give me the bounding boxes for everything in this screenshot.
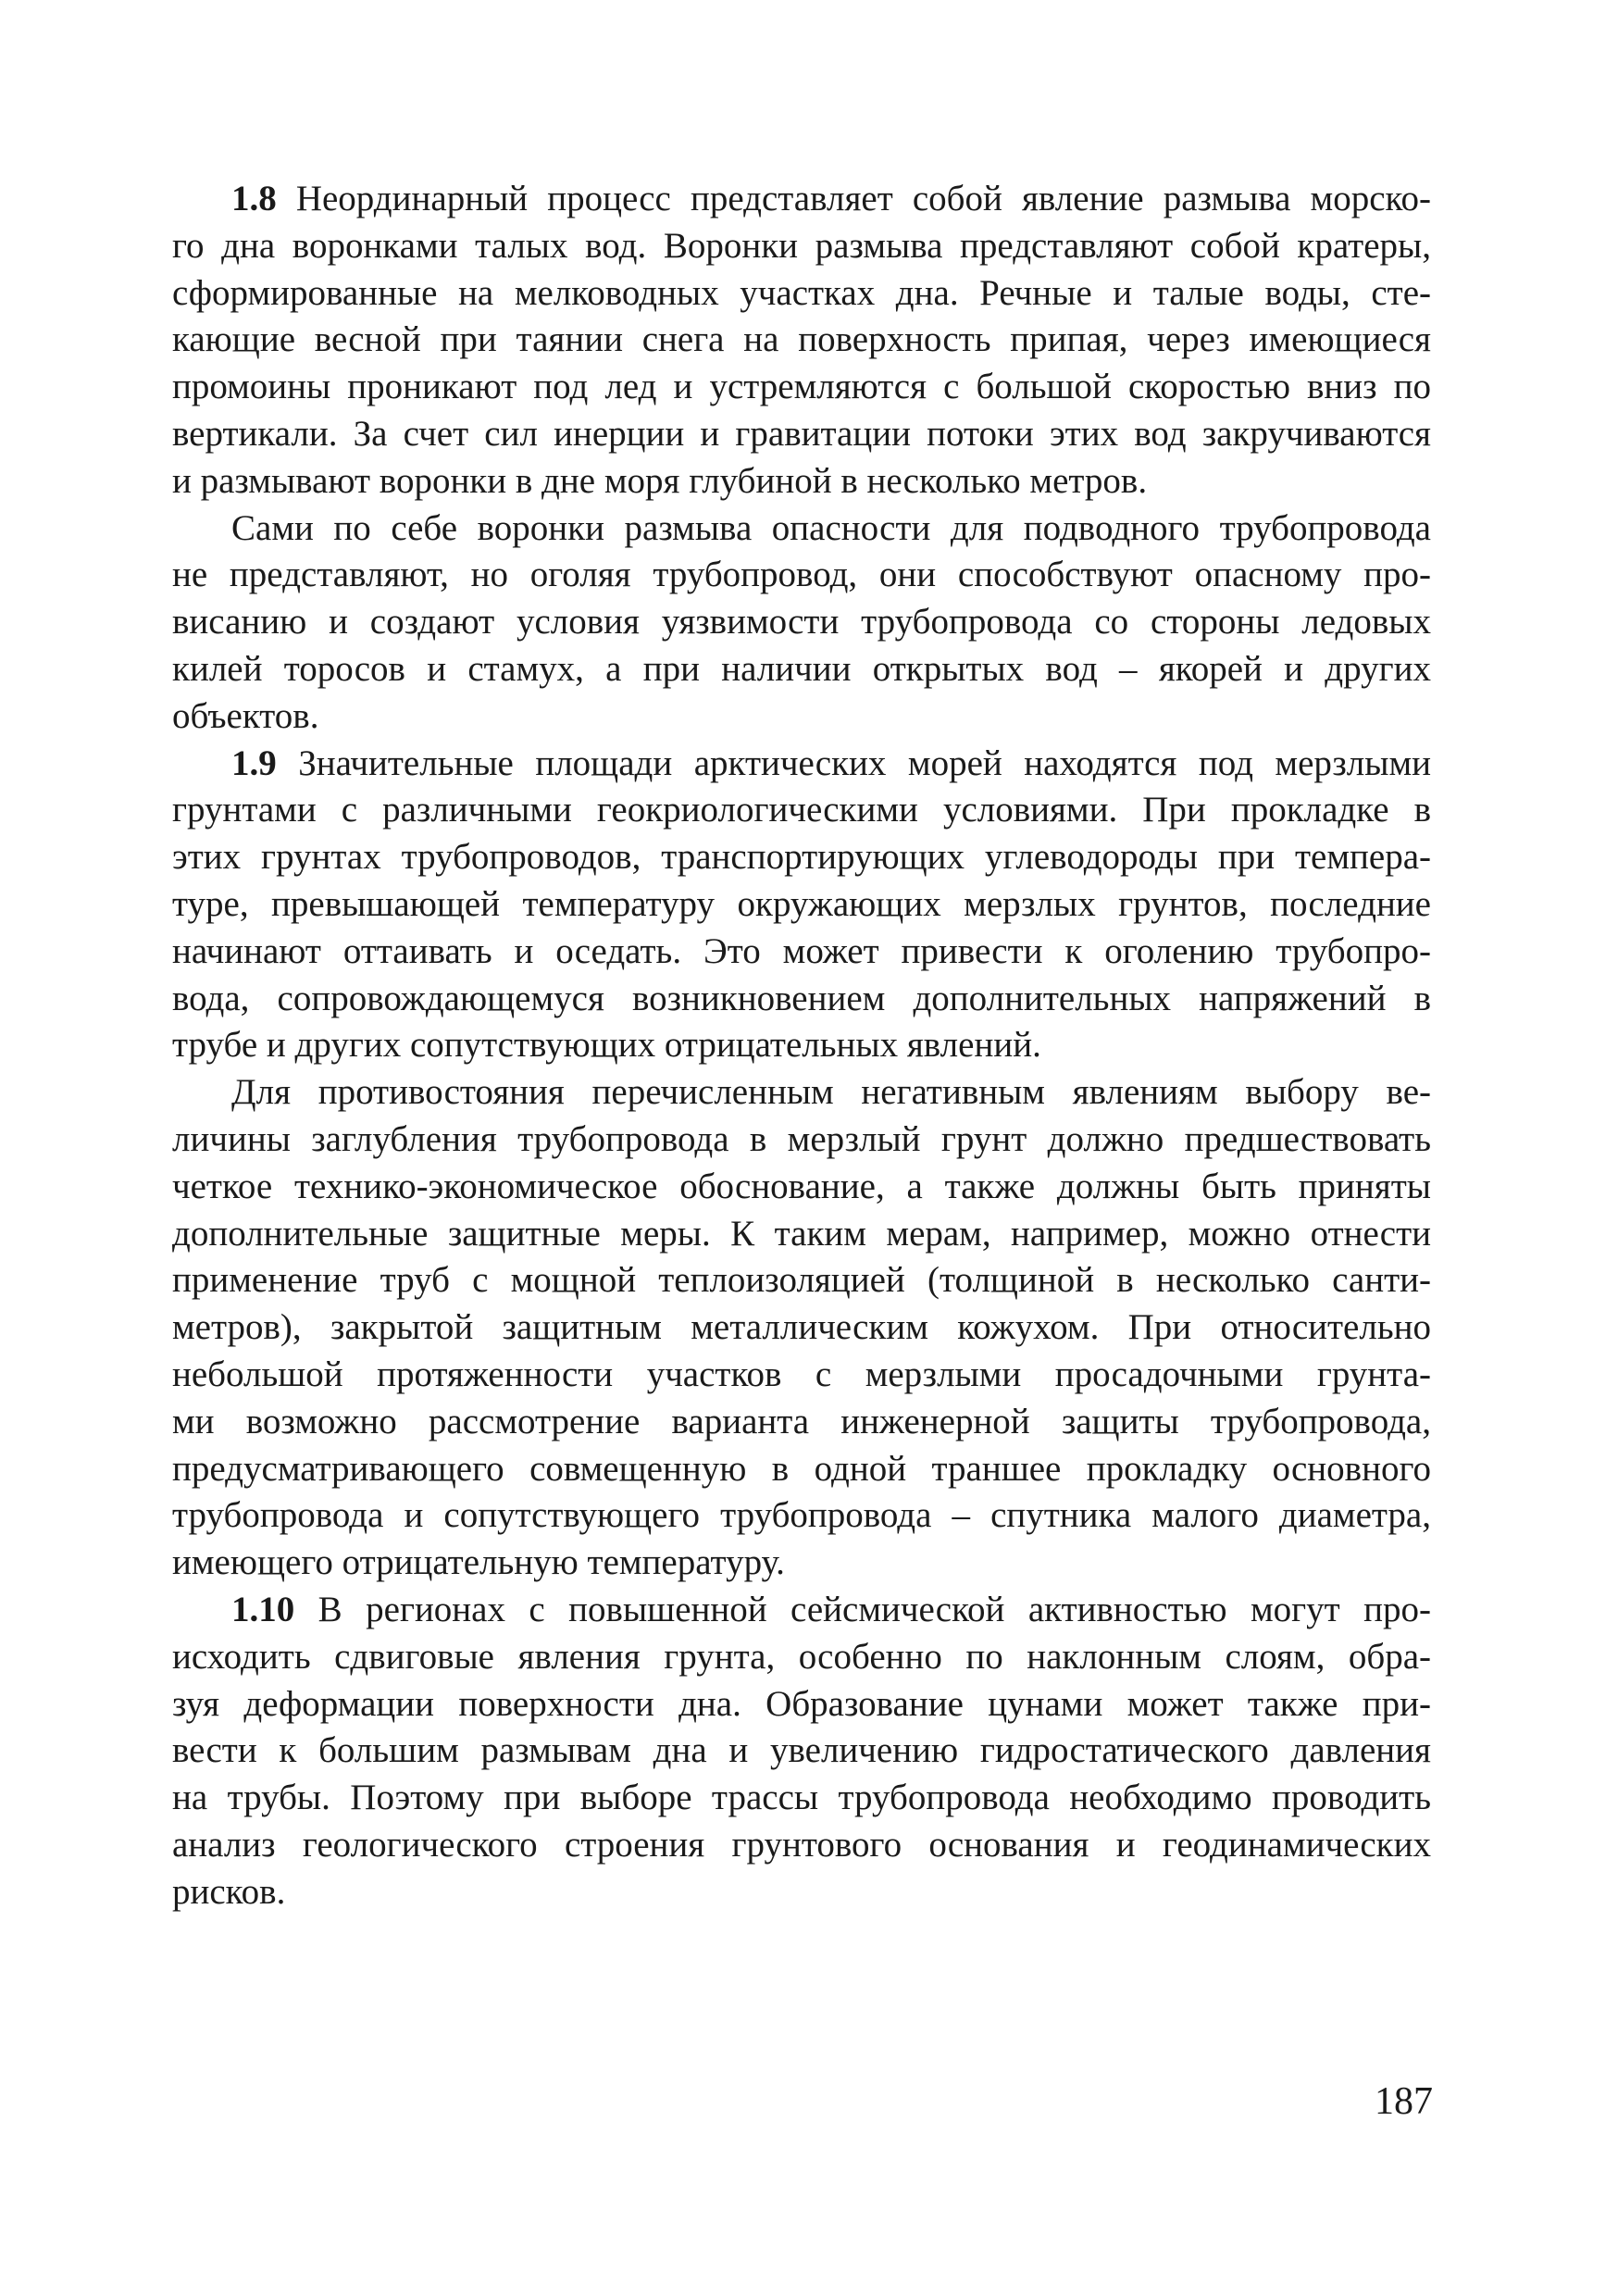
text-line: и размывают воронки в дне моря глубиной в несколько метров. (172, 460, 1148, 501)
text-line: вода, сопровождающемуся возникновением дополнительных напряжений в (172, 978, 1431, 1018)
text-line: висанию и создают условия уязвимости трубопровода со стороны ледовых (172, 602, 1431, 643)
text-line: применение труб с мощной теплоизоляцией (толщиной в несколько санти- (172, 1260, 1431, 1301)
text-line: зуя деформации поверхности дна. Образование цунами может также при- (172, 1683, 1431, 1724)
text-line: рисков. (172, 1871, 286, 1912)
text-line: Для противостояния перечисленным негативным явлениям выбору ве- (231, 1072, 1431, 1113)
text-line: Сами по себе воронки размыва опасности для подводного трубопровода (231, 507, 1431, 548)
text-line: туре, превышающей температуру окружающих мерзлых грунтов, последние (172, 883, 1431, 924)
paragraph-1-8 (172, 176, 1431, 505)
section-number: 1.9 (231, 742, 277, 783)
text-line: го дна воронками талых вод. Воронки размыва представляют собой кратеры, (172, 225, 1431, 266)
text-line: промоины проникают под лед и устремляются с большой скоростью вниз по (172, 367, 1431, 407)
section-number: 1.8 (231, 179, 277, 218)
text-line: не представляют, но оголяя трубопровод, они способствуют опасному про- (172, 555, 1431, 595)
text-line: килей торосов и стамух, а при наличии открытых вод – якорей и других (172, 648, 1431, 689)
body-text (172, 176, 1431, 1915)
text-line: трубопровода и сопутствующего трубопровода – спутника малого диаметра, (172, 1495, 1431, 1536)
text-line: дополнительные защитные меры. К таким мерам, например, можно отнести (172, 1213, 1431, 1254)
text-line: 1.10 В регионах с повышенной сейсмической активностью могут про- (231, 1589, 1431, 1629)
text-line: исходить сдвиговые явления грунта, особенно по наклонным слоям, обра- (172, 1636, 1431, 1677)
text-line: грунтами с различными геокриологическими условиями. При прокладке в (172, 790, 1431, 830)
section-number: 1.10 (231, 1589, 295, 1629)
text-line: 1.9 Значительные площади арктических морей находятся под мерзлыми (231, 742, 1431, 783)
text-line: предусматривающего совмещенную в одной траншее прокладку основного (172, 1448, 1431, 1489)
text-line: анализ геологического строения грунтового основания и геодинамических (172, 1824, 1431, 1865)
text-line: личины заглубления трубопровода в мерзлый грунт должно предшествовать (172, 1118, 1431, 1159)
text-line: 1.8 Неординарный процесс представляет собой явление размыва морско- (231, 179, 1431, 218)
paragraph-1-9-continued (172, 1069, 1431, 1587)
text-line: метров), закрытой защитным металлическим кожухом. При относительно (172, 1307, 1431, 1348)
text-line: на трубы. Поэтому при выборе трассы трубопровода необходимо проводить (172, 1778, 1431, 1818)
text-line: сформированные на мелководных участках дна. Речные и талые воды, сте- (172, 272, 1431, 313)
text-line: небольшой протяженности участков с мерзлыми просадочными грунта- (172, 1354, 1431, 1394)
text-line: этих грунтах трубопроводов, транспортирующих углеводороды при темпера- (172, 837, 1431, 878)
paragraph-1-8-continued (172, 505, 1431, 741)
text-line: вести к большим размывам дна и увеличению гидростатического давления (172, 1730, 1431, 1771)
paragraph-1-10 (172, 1587, 1431, 1916)
text-line: трубе и других сопутствующих отрицательных явлений. (172, 1025, 1041, 1066)
paragraph-1-9 (172, 741, 1431, 1070)
text-line: начинают оттаивать и оседать. Это может привести к оголению трубопро- (172, 930, 1431, 971)
text-line: ми возможно рассмотрение варианта инженерной защиты трубопровода, (172, 1401, 1431, 1441)
text-line: кающие весной при таянии снега на поверхность припая, через имеющиеся (172, 319, 1431, 360)
page-number: 187 (1375, 2080, 1433, 2123)
text-line: вертикали. За счет сил инерции и гравитации потоки этих вод закручиваются (172, 413, 1431, 454)
text-line: объектов. (172, 695, 319, 736)
text-line: имеющего отрицательную температуру. (172, 1542, 785, 1583)
text-line: четкое технико-экономическое обоснование, а также должны быть приняты (172, 1166, 1431, 1206)
